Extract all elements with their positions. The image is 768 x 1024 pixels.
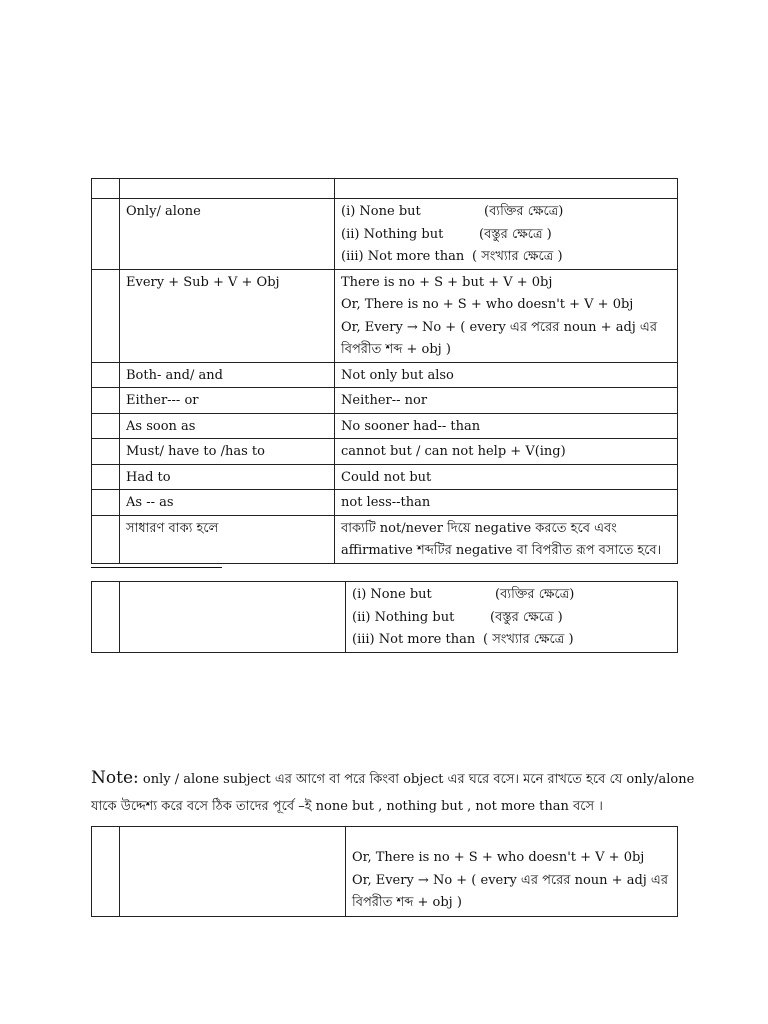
note-line (91, 765, 695, 793)
table-row (92, 413, 678, 439)
original-form-cell: Either--- or (120, 388, 335, 414)
original-form-cell: Had to (120, 464, 335, 490)
table-row (92, 439, 678, 465)
rule-text: (ii) Nothing but (352, 609, 455, 625)
original-form-cell: Both- and/ and (120, 362, 335, 388)
transformed-form-cell (335, 199, 678, 270)
table-header-row (92, 179, 678, 199)
rule-text: (iii) Not more than (352, 632, 476, 647)
text-line (352, 584, 672, 607)
note-label: Note: (91, 768, 139, 788)
row-number-cell (92, 582, 120, 653)
row-number-cell (92, 515, 120, 563)
transformed-form-cell (335, 269, 678, 362)
transformed-form-cell (346, 827, 678, 917)
row-number-cell (92, 362, 120, 388)
note-paragraph (91, 765, 695, 820)
rule-note: (ব্যক্তির ক্ষেত্রে) (495, 587, 575, 602)
text-line: affirmative শব্দটির negative বা বিপরীত রূপ বসাতে হবে। (341, 543, 662, 558)
rule-note: ( সংখ্যার ক্ষেত্রে ) (483, 632, 574, 647)
transformed-form-cell: No sooner had-- than (335, 413, 678, 439)
transformed-form-cell: Not only but also (335, 362, 678, 388)
rule-text: (ii) Nothing but (341, 226, 444, 242)
every-table (91, 826, 678, 917)
table-cell (120, 179, 335, 199)
text-line: Or, Every → No + ( every এর পরের noun + adj এর (352, 872, 668, 888)
text-line: Or, There is no + S + who doesn't + V + 0bj (341, 297, 634, 312)
note-line: যাকে উদ্দেশ্য করে বসে ঠিক তাদের পূর্বে –ই none but , nothing but , not more than বসে । (91, 799, 603, 814)
text-line (341, 201, 672, 224)
row-number-cell (92, 439, 120, 465)
table-row (92, 362, 678, 388)
row-number-cell (92, 490, 120, 516)
original-form-cell: Every + Sub + V + Obj (120, 269, 335, 362)
rule-text: (i) None but (352, 587, 432, 602)
rule-text: (i) None but (341, 204, 421, 219)
section-divider (91, 567, 222, 568)
table-row (92, 515, 678, 563)
original-form-cell: As -- as (120, 490, 335, 516)
table-row (92, 464, 678, 490)
transformation-table (91, 178, 678, 564)
table-row (92, 269, 678, 362)
original-form-cell: Must/ have to /has to (120, 439, 335, 465)
rule-note: (বস্তুর ক্ষেত্রে ) (479, 226, 552, 242)
text-line: বিপরীত শব্দ + obj ) (352, 895, 462, 910)
row-number-cell (92, 413, 120, 439)
row-number-cell (92, 388, 120, 414)
table-row (92, 827, 678, 917)
note-text: only / alone subject এর আগে বা পরে কিংবা object এর ঘরে বসে। মনে রাখতে হবে যে only/alone (142, 772, 695, 787)
text-line: Or, There is no + S + who doesn't + V + 0bj (352, 850, 645, 865)
row-number-cell (92, 269, 120, 362)
table-row (92, 582, 678, 653)
rule-note: (বস্তুর ক্ষেত্রে ) (490, 609, 563, 625)
original-form-cell: As soon as (120, 413, 335, 439)
text-line: বিপরীত শব্দ + obj ) (341, 342, 451, 357)
text-line (352, 607, 672, 630)
transformed-form-cell: cannot but / can not help + V(ing) (335, 439, 678, 465)
original-form-cell (120, 827, 346, 917)
transformed-form-cell (335, 515, 678, 563)
original-form-cell: Only/ alone (120, 199, 335, 270)
transformed-form-cell: Neither-- nor (335, 388, 678, 414)
text-line: বাক্যটি not/never দিয়ে negative করতে হবে এবং (341, 520, 617, 536)
table-cell (335, 179, 678, 199)
transformed-form-cell: Could not but (335, 464, 678, 490)
rule-note: ( সংখ্যার ক্ষেত্রে ) (472, 249, 563, 264)
rule-text: (iii) Not more than (341, 249, 465, 264)
only-alone-table (91, 581, 678, 653)
transformed-form-cell (346, 582, 678, 653)
table-row (92, 388, 678, 414)
text-line (341, 224, 672, 247)
original-form-cell: সাধারণ বাক্য হলে (120, 515, 335, 563)
row-number-cell (92, 827, 120, 917)
original-form-cell (120, 582, 346, 653)
text-line: Or, Every → No + ( every এর পরের noun + adj এর (341, 319, 657, 335)
text-line (341, 246, 672, 269)
table-row (92, 490, 678, 516)
text-line: There is no + S + but + V + 0bj (341, 274, 553, 290)
table-row (92, 199, 678, 270)
text-line (352, 629, 672, 652)
table-cell (92, 179, 120, 199)
transformed-form-cell: not less--than (335, 490, 678, 516)
rule-note: (ব্যক্তির ক্ষেত্রে) (484, 204, 564, 219)
row-number-cell (92, 464, 120, 490)
row-number-cell (92, 199, 120, 270)
